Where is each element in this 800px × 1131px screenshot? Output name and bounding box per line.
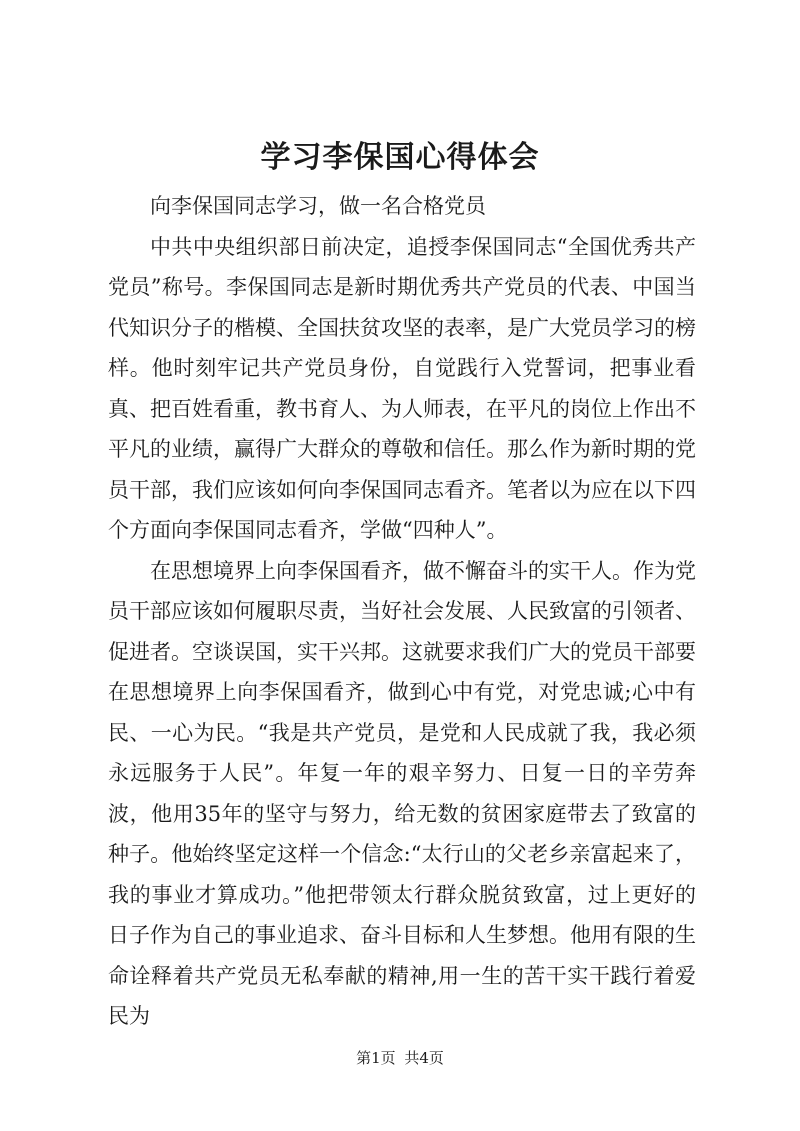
- page-footer: [0, 1048, 800, 1068]
- page-number-total: 共4页: [404, 1049, 444, 1067]
- paragraph-subtitle: 向李保国同志学习，做一名合格党员: [150, 194, 486, 218]
- document-title: 学习李保国心得体会: [260, 140, 540, 175]
- page-number-current: 第1页: [356, 1049, 396, 1067]
- document-body: [108, 186, 696, 1037]
- paragraph-ideology: 在思想境界上向李保国看齐，做不懈奋斗的实干人。作为党员干部应该如何履职尽责，当好社会发展、人民致富的引领者、促进者。空谈误国，实干兴邦。这就要求我们广大的党员干部要在思想境界上向李保国看齐，做到心中有党，对党忠诚;心中有民、一心为民。“我是共产党员，是党和人民成就了我，我必须永远服务于人民”。年复一年的艰辛努力、日复一日的辛劳奔波，他用35年的坚守与努力，给无数的贫困家庭带去了致富的种子。他始终坚定这样一个信念:“太行山的父老乡亲富起来了，我的事业才算成功。”他把带领太行群众脱贫致富，过上更好的日子作为自己的事业追求、奋斗目标和人生梦想。他用有限的生命诠释着共产党员无私奉献的精神,用一生的苦干实干践行着爱民为: [108, 558, 696, 1028]
- paragraph-intro: 中共中央组织部日前决定，追授李保国同志“全国优秀共产党员”称号。李保国同志是新时期优秀共产党员的代表、中国当代知识分子的楷模、全国扶贫攻坚的表率，是广大党员学习的榜样。他时刻牢记共产党员身份，自觉践行入党誓词，把事业看真、把百姓看重，教书育人、为人师表，在平凡的岗位上作出不平凡的业绩，赢得广大群众的尊敬和信任。那么作为新时期的党员干部，我们应该如何向李保国同志看齐。笔者以为应在以下四个方面向李保国同志看齐，学做“四种人”。: [108, 234, 696, 542]
